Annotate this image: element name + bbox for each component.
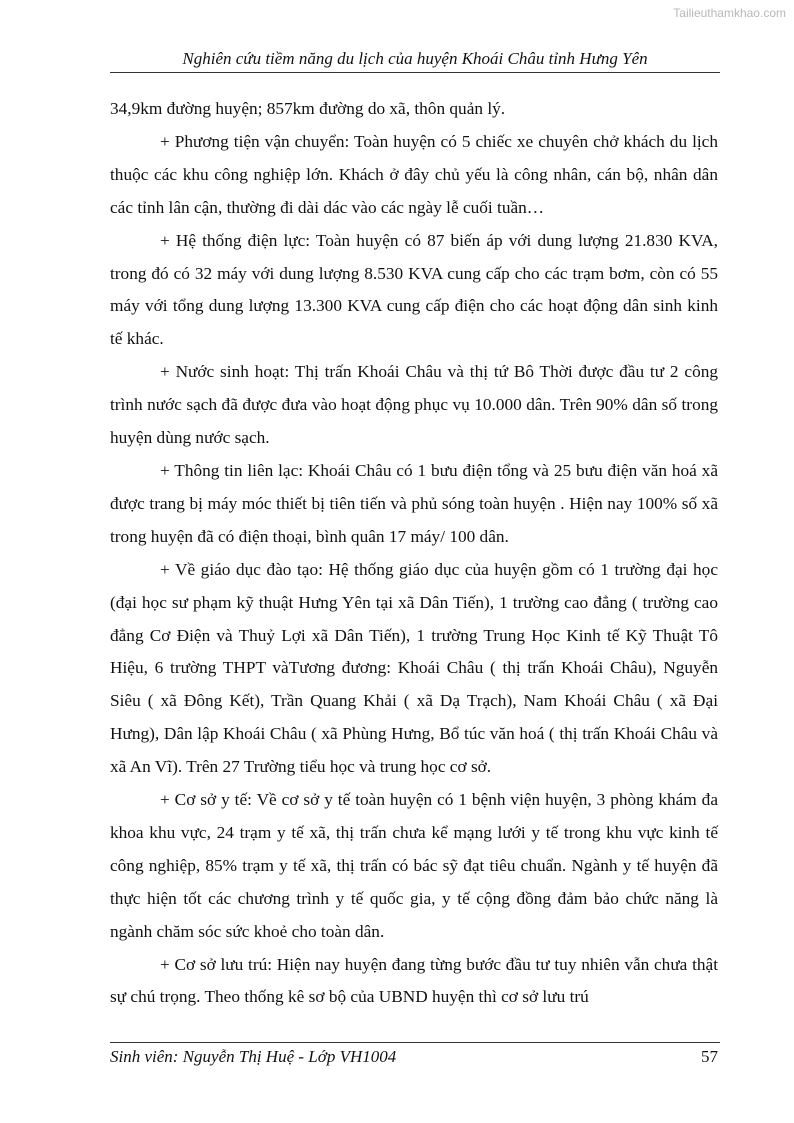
paragraph: 34,9km đường huyện; 857km đường do xã, thôn quản lý. <box>110 99 506 118</box>
footer-divider <box>110 1042 720 1043</box>
paragraph: + Cơ sở lưu trú: Hiện nay huyện đang từng bước đầu tư tuy nhiên vẫn chưa thật sự chú trọng. Theo thống kê sơ bộ của UBND huyện thì cơ sở lưu trú <box>110 954 718 1007</box>
paragraph: + Nước sinh hoạt: Thị trấn Khoái Châu và thị tứ Bô Thời được đầu tư 2 công trình nước sạch đã được đưa vào hoạt động phục vụ 10.000 dân. Trên 90% dân số trong huyện dùng nước sạch. <box>110 362 718 448</box>
paragraph: + Cơ sở y tế: Về cơ sở y tế toàn huyện có 1 bệnh viện huyện, 3 phòng khám đa khoa khu vực, 24 trạm y tế xã, thị trấn chưa kể mạng lưới y tế trong khu vực kinh tế công nghiệp, 85% trạm y tế xã, thị trấn có bác sỹ đạt tiêu chuẩn. Ngành y tế huyện đã thực hiện tốt các chương trình y tế quốc gia, y tế cộng đồng đảm bảo chức năng là ngành chăm sóc sức khoẻ cho toàn dân. <box>110 790 718 941</box>
paragraph: + Thông tin liên lạc: Khoái Châu có 1 bưu điện tổng và 25 bưu điện văn hoá xã được trang bị máy móc thiết bị tiên tiến và phủ sóng toàn huyện . Hiện nay 100% số xã trong huyện đã có điện thoại, bình quân 17 máy/ 100 dân. <box>110 460 718 546</box>
paragraph: + Phương tiện vận chuyển: Toàn huyện có 5 chiếc xe chuyên chở khách du lịch thuộc các khu công nghiệp lớn. Khách ở đây chủ yếu là công nhân, cán bộ, nhân dân các tỉnh lân cận, thường đi dài dác vào các ngày lễ cuối tuần… <box>110 131 718 217</box>
page-number: 57 <box>701 1047 718 1066</box>
paragraph: + Về giáo dục đào tạo: Hệ thống giáo dục của huyện gồm có 1 trường đại học (đại học sư phạm kỹ thuật Hưng Yên tại xã Dân Tiến), 1 trường cao đẳng ( trường cao đẳng Cơ Điện và Thuỷ Lợi xã Dân Tiến), 1 trường Trung Học Kinh tế Kỹ Thuật Tô Hiệu, 6 trường THPT vàTương đương: Khoái Châu ( thị trấn Khoái Châu), Nguyễn Siêu ( xã Đông Kết), Trần Quang Khải ( xã Dạ Trạch), Nam Khoái Châu ( xã Đại Hưng), Dân lập Khoái Châu ( xã Phùng Hưng, Bổ túc văn hoá ( thị trấn Khoái Châu và xã An Vĩ). Trên 27 Trường tiểu học và trung học cơ sở. <box>110 559 718 777</box>
body-text <box>110 93 718 1014</box>
paragraph: + Hệ thống điện lực: Toàn huyện có 87 biến áp với dung lượng 21.830 KVA, trong đó có 32 máy với dung lượng 8.530 KVA cung cấp cho các trạm bơm, còn có 55 máy với tổng dung lượng 13.300 KVA cung cấp điện cho các hoạt động dân sinh kinh tế khác. <box>110 230 718 349</box>
page-header: Nghiên cứu tiềm năng du lịch của huyện Khoái Châu tỉnh Hưng Yên <box>110 49 720 73</box>
watermark: Tailieuthamkhao.com <box>673 6 786 20</box>
footer-author: Sinh viên: Nguyễn Thị Huệ - Lớp VH1004 <box>110 1047 397 1066</box>
